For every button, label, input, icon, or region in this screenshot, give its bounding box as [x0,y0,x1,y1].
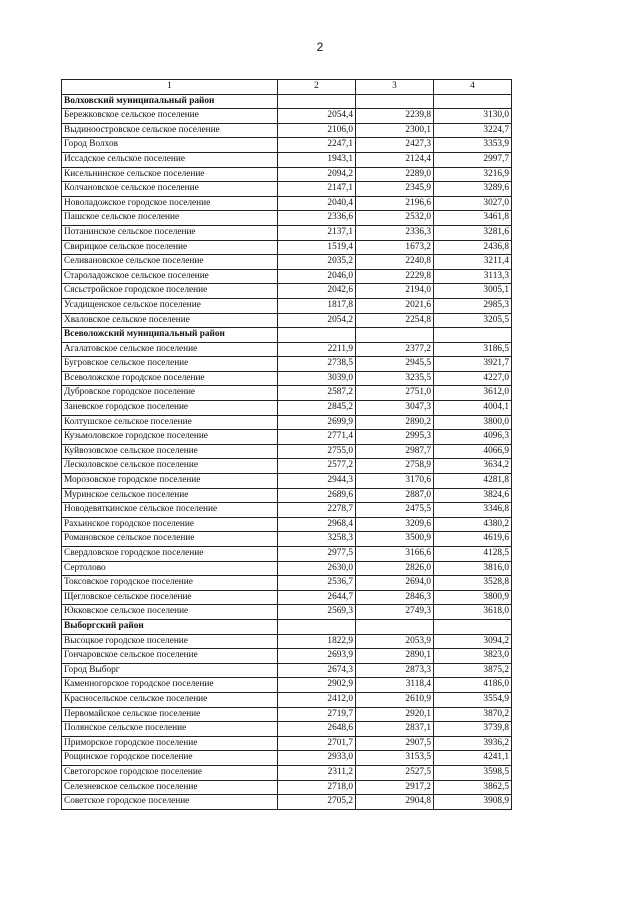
value-cell: 2890,1 [356,649,434,664]
value-cell: 2977,5 [278,547,356,562]
table-row [62,167,512,182]
district-row [62,94,512,109]
value-cell: 2845,2 [278,401,356,416]
value-cell: 3554,9 [434,692,512,707]
value-cell: 3166,6 [356,547,434,562]
table-row [62,605,512,620]
value-cell: 2630,0 [278,561,356,576]
value-cell: 2046,0 [278,269,356,284]
value-cell: 2755,0 [278,444,356,459]
value-cell: 2211,9 [278,342,356,357]
value-cell: 3005,1 [434,284,512,299]
value-cell: 3118,4 [356,678,434,693]
table-row [62,474,512,489]
empty-cell [434,94,512,109]
table-row [62,371,512,386]
settlement-name: Город Выборг [62,663,278,678]
value-cell: 2587,2 [278,386,356,401]
settlement-name: Новоладожское городское поселение [62,196,278,211]
value-cell: 2694,0 [356,576,434,591]
empty-cell [278,328,356,343]
value-cell: 2042,6 [278,284,356,299]
value-cell: 3027,0 [434,196,512,211]
settlement-name: Сертолово [62,561,278,576]
value-cell: 2997,7 [434,152,512,167]
settlement-name: Светогорское городское поселение [62,765,278,780]
value-cell: 3936,2 [434,736,512,751]
value-cell: 1817,8 [278,298,356,313]
value-cell: 2738,5 [278,357,356,372]
value-cell: 2826,0 [356,561,434,576]
value-cell: 3528,8 [434,576,512,591]
value-cell: 4281,8 [434,474,512,489]
value-cell: 2904,8 [356,795,434,810]
value-cell: 2751,0 [356,386,434,401]
value-cell: 3130,0 [434,109,512,124]
value-cell: 3186,5 [434,342,512,357]
table-row [62,488,512,503]
value-cell: 2887,0 [356,488,434,503]
settlement-name: Город Волхов [62,138,278,153]
value-cell: 3739,8 [434,722,512,737]
value-cell: 2907,5 [356,736,434,751]
value-cell: 2475,5 [356,503,434,518]
value-cell: 3921,7 [434,357,512,372]
value-cell: 3346,8 [434,503,512,518]
value-cell: 4241,1 [434,751,512,766]
settlement-name: Рахьинское городское поселение [62,517,278,532]
table-row [62,284,512,299]
value-cell: 3211,4 [434,255,512,270]
settlement-name: Кузьмоловское городское поселение [62,430,278,445]
table-row [62,561,512,576]
value-cell: 3216,9 [434,167,512,182]
value-cell: 2239,8 [356,109,434,124]
value-cell: 2147,1 [278,182,356,197]
settlement-name: Гончаровское сельское поселение [62,649,278,664]
value-cell: 4128,5 [434,547,512,562]
value-cell: 2240,8 [356,255,434,270]
value-cell: 3258,3 [278,532,356,547]
table-row [62,123,512,138]
settlement-name: Куйвозовское сельское поселение [62,444,278,459]
value-cell: 2300,1 [356,123,434,138]
settlement-name: Потанинское сельское поселение [62,225,278,240]
value-cell: 2577,2 [278,459,356,474]
value-cell: 3224,7 [434,123,512,138]
value-cell: 3205,5 [434,313,512,328]
value-cell: 2336,6 [278,211,356,226]
value-cell: 2693,9 [278,649,356,664]
value-cell: 2968,4 [278,517,356,532]
table-row [62,182,512,197]
value-cell: 2902,9 [278,678,356,693]
empty-cell [434,619,512,634]
value-cell: 2527,5 [356,765,434,780]
value-cell: 3461,8 [434,211,512,226]
value-cell: 2054,2 [278,313,356,328]
value-cell: 3634,2 [434,459,512,474]
value-cell: 2699,9 [278,415,356,430]
value-cell: 2674,3 [278,663,356,678]
value-cell: 2196,6 [356,196,434,211]
value-cell: 2945,5 [356,357,434,372]
district-name: Выборгский район [62,619,278,634]
value-cell: 2758,9 [356,459,434,474]
settlement-name: Иссадское сельское поселение [62,152,278,167]
value-cell: 3235,5 [356,371,434,386]
value-cell: 3170,6 [356,474,434,489]
value-cell: 2194,0 [356,284,434,299]
value-cell: 2532,0 [356,211,434,226]
table-row [62,357,512,372]
settlement-name: Дубровское городское поселение [62,386,278,401]
value-cell: 3598,5 [434,765,512,780]
value-cell: 2610,9 [356,692,434,707]
settlement-name: Новодевяткинское сельское поселение [62,503,278,518]
value-cell: 2040,4 [278,196,356,211]
table-row [62,430,512,445]
settlement-name: Каменногорское городское поселение [62,678,278,693]
settlement-name: Бережковское сельское поселение [62,109,278,124]
settlement-name: Староладожское сельское поселение [62,269,278,284]
table-row [62,736,512,751]
value-cell: 2701,7 [278,736,356,751]
settlement-name: Юкковское сельское поселение [62,605,278,620]
value-cell: 2054,4 [278,109,356,124]
settlement-name: Красносельское сельское поселение [62,692,278,707]
value-cell: 3862,5 [434,780,512,795]
table-row [62,225,512,240]
header-row [62,80,512,95]
table-row [62,401,512,416]
settlement-name: Свирицкое сельское поселение [62,240,278,255]
settlement-name: Усадищенское сельское поселение [62,298,278,313]
value-cell: 3824,6 [434,488,512,503]
value-cell: 3875,2 [434,663,512,678]
value-cell: 4066,9 [434,444,512,459]
settlement-name: Романовское сельское поселение [62,532,278,547]
value-cell: 4619,6 [434,532,512,547]
table-row [62,138,512,153]
value-cell: 3908,9 [434,795,512,810]
empty-cell [356,619,434,634]
value-cell: 2106,0 [278,123,356,138]
district-name: Волховский муниципальный район [62,94,278,109]
settlement-name: Выдиноостровское сельское поселение [62,123,278,138]
value-cell: 3047,3 [356,401,434,416]
value-cell: 2719,7 [278,707,356,722]
settlement-name: Бугровское сельское поселение [62,357,278,372]
table-row [62,459,512,474]
value-cell: 3039,0 [278,371,356,386]
value-cell: 3800,0 [434,415,512,430]
value-cell: 2846,3 [356,590,434,605]
table-row [62,269,512,284]
value-cell: 4004,1 [434,401,512,416]
value-cell: 3153,5 [356,751,434,766]
value-cell: 4186,0 [434,678,512,693]
value-cell: 2917,2 [356,780,434,795]
value-cell: 1673,2 [356,240,434,255]
district-row [62,619,512,634]
table-row [62,547,512,562]
data-table [61,79,512,810]
district-name: Всеволожский муниципальный район [62,328,278,343]
settlement-name: Сясьстройское городское поселение [62,284,278,299]
value-cell: 2436,8 [434,240,512,255]
table-row [62,663,512,678]
settlement-name: Колтушское сельское поселение [62,415,278,430]
value-cell: 2749,3 [356,605,434,620]
value-cell: 2648,6 [278,722,356,737]
settlement-name: Пашское сельское поселение [62,211,278,226]
value-cell: 2247,1 [278,138,356,153]
value-cell: 2920,1 [356,707,434,722]
value-cell: 2536,7 [278,576,356,591]
value-cell: 3870,2 [434,707,512,722]
value-cell: 3289,6 [434,182,512,197]
empty-cell [356,94,434,109]
table-row [62,722,512,737]
settlement-name: Полянское сельское поселение [62,722,278,737]
value-cell: 4096,3 [434,430,512,445]
settlement-name: Щегловское сельское поселение [62,590,278,605]
value-cell: 2873,3 [356,663,434,678]
settlement-name: Токсовское городское поселение [62,576,278,591]
value-cell: 4227,0 [434,371,512,386]
table-row [62,109,512,124]
settlement-name: Свердловское городское поселение [62,547,278,562]
column-header: 3 [356,80,434,95]
value-cell: 2837,1 [356,722,434,737]
value-cell: 2289,0 [356,167,434,182]
settlement-name: Советское городское поселение [62,795,278,810]
value-cell: 2311,2 [278,765,356,780]
empty-cell [278,94,356,109]
table-row [62,298,512,313]
value-cell: 2229,8 [356,269,434,284]
settlement-name: Первомайское сельское поселение [62,707,278,722]
table-row [62,211,512,226]
settlement-name: Колчановское сельское поселение [62,182,278,197]
value-cell: 2412,0 [278,692,356,707]
table-row [62,444,512,459]
table-row [62,532,512,547]
value-cell: 3800,9 [434,590,512,605]
value-cell: 2336,3 [356,225,434,240]
value-cell: 2021,6 [356,298,434,313]
settlement-name: Селезневское сельское поселение [62,780,278,795]
value-cell: 2944,3 [278,474,356,489]
value-cell: 3823,0 [434,649,512,664]
value-cell: 2705,2 [278,795,356,810]
value-cell: 2377,2 [356,342,434,357]
table-row [62,503,512,518]
table-row [62,795,512,810]
value-cell: 2278,7 [278,503,356,518]
settlement-name: Муринское сельское поселение [62,488,278,503]
value-cell: 3612,0 [434,386,512,401]
table-row [62,780,512,795]
value-cell: 2345,9 [356,182,434,197]
value-cell: 2771,4 [278,430,356,445]
column-header: 4 [434,80,512,95]
value-cell: 2427,3 [356,138,434,153]
settlement-name: Высоцкое городское поселение [62,634,278,649]
table-row [62,342,512,357]
table-row [62,649,512,664]
value-cell: 3500,9 [356,532,434,547]
table-row [62,196,512,211]
table-row [62,386,512,401]
table-row [62,692,512,707]
table-row [62,240,512,255]
value-cell: 3618,0 [434,605,512,620]
value-cell: 1822,9 [278,634,356,649]
table-row [62,255,512,270]
value-cell: 2718,0 [278,780,356,795]
table-row [62,634,512,649]
table-row [62,765,512,780]
value-cell: 2987,7 [356,444,434,459]
value-cell: 2053,9 [356,634,434,649]
value-cell: 2689,6 [278,488,356,503]
value-cell: 2985,3 [434,298,512,313]
settlement-name: Всеволожское городское поселение [62,371,278,386]
value-cell: 1943,1 [278,152,356,167]
value-cell: 3113,3 [434,269,512,284]
value-cell: 3209,6 [356,517,434,532]
column-header: 1 [62,80,278,95]
table-row [62,517,512,532]
value-cell: 2137,1 [278,225,356,240]
settlement-name: Кисельнинское сельское поселение [62,167,278,182]
value-cell: 2094,2 [278,167,356,182]
settlement-name: Селивановское сельское поселение [62,255,278,270]
value-cell: 2933,0 [278,751,356,766]
empty-cell [434,328,512,343]
table-row [62,678,512,693]
value-cell: 2254,8 [356,313,434,328]
settlement-name: Морозовское городское поселение [62,474,278,489]
value-cell: 4380,2 [434,517,512,532]
settlement-name: Лесколовское сельское поселение [62,459,278,474]
settlement-name: Заневское городское поселение [62,401,278,416]
value-cell: 3281,6 [434,225,512,240]
value-cell: 2124,4 [356,152,434,167]
table-row [62,576,512,591]
value-cell: 2569,3 [278,605,356,620]
table-row [62,152,512,167]
value-cell: 3353,9 [434,138,512,153]
value-cell: 2995,3 [356,430,434,445]
table-row [62,313,512,328]
table-row [62,415,512,430]
empty-cell [278,619,356,634]
settlement-name: Хваловское сельское поселение [62,313,278,328]
column-header: 2 [278,80,356,95]
value-cell: 3094,2 [434,634,512,649]
empty-cell [356,328,434,343]
settlement-name: Приморское городское поселение [62,736,278,751]
value-cell: 1519,4 [278,240,356,255]
page-number: 2 [316,40,324,54]
table-row [62,590,512,605]
value-cell: 2035,2 [278,255,356,270]
settlement-name: Агалатовское сельское поселение [62,342,278,357]
table-row [62,751,512,766]
table-row [62,707,512,722]
district-row [62,328,512,343]
value-cell: 2644,7 [278,590,356,605]
settlement-name: Рощинское городское поселение [62,751,278,766]
value-cell: 2890,2 [356,415,434,430]
value-cell: 3816,0 [434,561,512,576]
